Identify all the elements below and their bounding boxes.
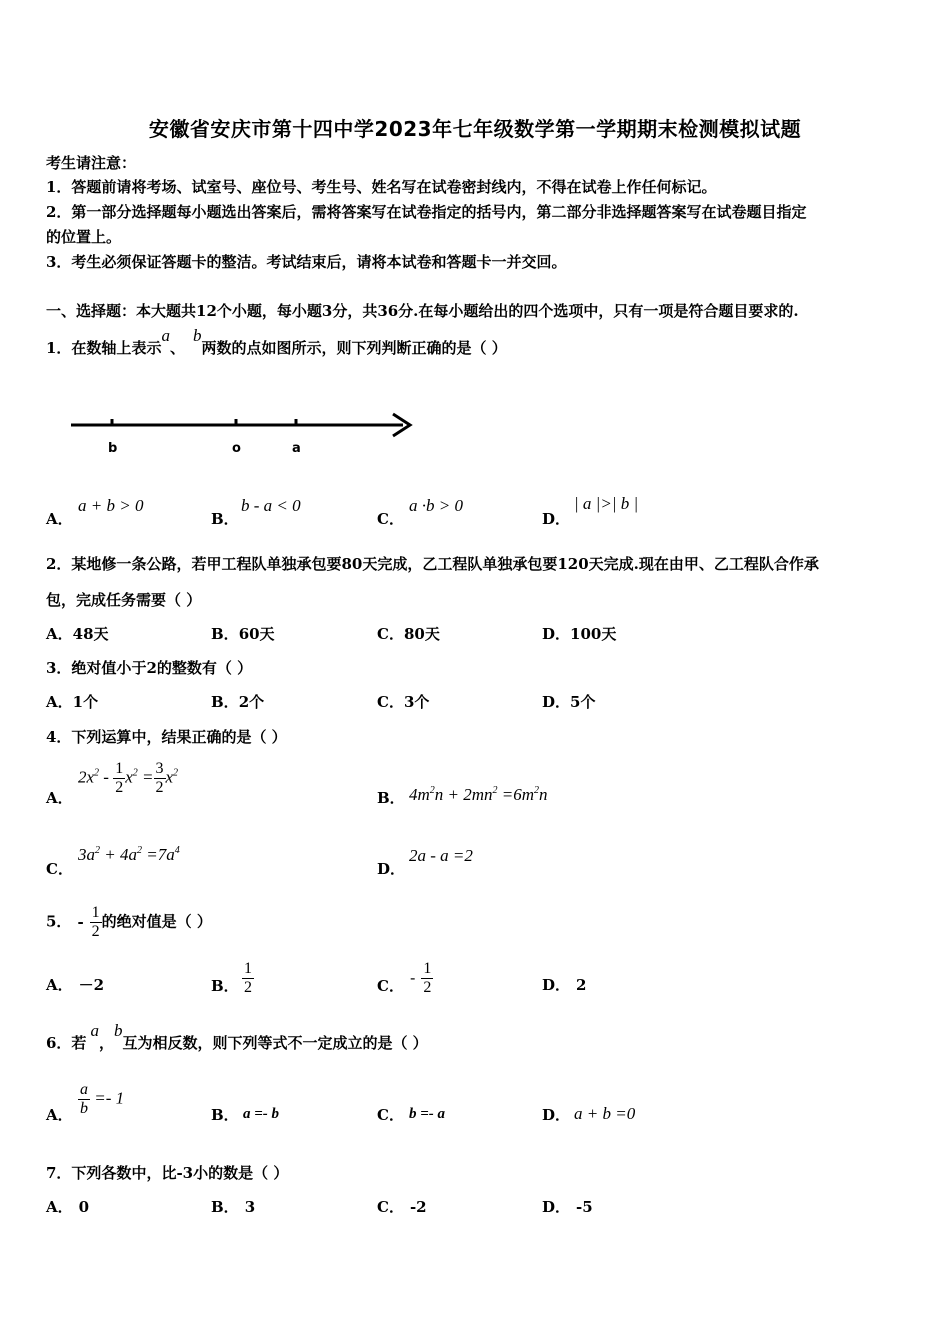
point-label-a: a bbox=[292, 441, 301, 456]
question-5-stem: 5． - $\frac{1}{2}$ 的绝对值是（ ） bbox=[46, 904, 212, 940]
q4-option-b-expr: $4m^2n + 2mn^2 =6m^2n$ bbox=[409, 785, 548, 804]
question-2-line-1: 2．某地修一条公路，若甲工程队单独承包要80天完成，乙工程队单独承包要120天完成.现在由甲、乙工程队合作承 bbox=[46, 555, 819, 573]
q1-option-d-label: D． bbox=[542, 510, 571, 528]
q4-option-c-expr: $3a^2 + 4a^2 =7a^4$ bbox=[78, 845, 180, 864]
question-4-stem: 4．下列运算中，结果正确的是（ ） bbox=[46, 728, 287, 746]
q7-option-a: A． 0 bbox=[46, 1198, 90, 1216]
q1-option-a-label: A． bbox=[46, 510, 73, 528]
question-2-line-2: 包，完成任务需要（ ） bbox=[46, 591, 202, 609]
q7-option-c: C． -2 bbox=[377, 1198, 427, 1216]
q6-option-d-expr: a + b =0 bbox=[574, 1104, 636, 1123]
q4-option-d-expr: 2a - a =2 bbox=[409, 846, 473, 865]
q1-option-c-label: C． bbox=[377, 510, 404, 528]
q3-option-d: D．5个 bbox=[542, 693, 596, 711]
question-3-stem: 3．绝对值小于2的整数有（ ） bbox=[46, 659, 253, 677]
q4-option-d-label: D． bbox=[377, 860, 406, 878]
q3-option-c: C．3个 bbox=[377, 693, 430, 711]
q6-option-a-label: A． bbox=[46, 1106, 73, 1124]
question-1-stem: 1．在数轴上表示a、b两数的点如图所示，则下列判断正确的是（ ） bbox=[46, 326, 507, 357]
q5-option-b-label: B． bbox=[211, 977, 239, 995]
q1-option-c-expr: a ·b > 0 bbox=[409, 496, 463, 515]
q4-option-c-label: C． bbox=[46, 860, 73, 878]
q5-option-c-label: C． bbox=[377, 977, 404, 995]
q3-option-b: B．2个 bbox=[211, 693, 265, 711]
notice-line-2a: 2．第一部分选择题每小题选出答案后，需将答案写在试卷指定的括号内，第二部分非选择题答案写在试卷题目指定 bbox=[46, 203, 807, 221]
q1-option-d-expr: | a |>| b | bbox=[574, 494, 639, 513]
q2-option-c: C．80天 bbox=[377, 625, 440, 643]
q7-option-b: B． 3 bbox=[211, 1198, 256, 1216]
q6-option-b-expr: a =- b bbox=[243, 1106, 280, 1122]
page-title: 安徽省安庆市第十四中学2023年七年级数学第一学期期末检测模拟试题 bbox=[148, 117, 802, 141]
q6-option-c-label: C． bbox=[377, 1106, 404, 1124]
q5-option-a: A． －2 bbox=[46, 976, 105, 994]
notice-line-1: 1．答题前请将考场、试室号、座位号、考生号、姓名写在试卷密封线内，不得在试卷上作任何标记。 bbox=[46, 178, 717, 196]
q6-option-a-expr: $\frac{a}{b}$ =- 1 bbox=[80, 1081, 125, 1117]
question-7-stem: 7．下列各数中，比-3小的数是（ ） bbox=[46, 1164, 289, 1182]
q1-option-a-expr: a + b > 0 bbox=[78, 496, 144, 515]
q5-option-b-expr: $\frac{1}{2}$ bbox=[244, 960, 252, 996]
point-label-b: b bbox=[108, 441, 118, 456]
q6-option-b-label: B． bbox=[211, 1106, 239, 1124]
section-heading: 一、选择题：本大题共12个小题，每小题3分，共36分.在每小题给出的四个选项中，只有一项是符合题目要求的. bbox=[46, 302, 799, 320]
q3-option-a: A．1个 bbox=[46, 693, 99, 711]
q5-option-c-expr: - $\frac{1}{2}$ bbox=[410, 960, 432, 996]
q2-option-d: D．100天 bbox=[542, 625, 617, 643]
q1-option-b-label: B． bbox=[211, 510, 239, 528]
q1-option-b-expr: b - a < 0 bbox=[241, 496, 301, 515]
q7-option-d: D． -5 bbox=[542, 1198, 593, 1216]
q2-option-a: A．48天 bbox=[46, 625, 109, 643]
q4-option-a-expr: $2x^2$ - $\frac{1}{2}$ $x^2$ = $\frac{3}{2}$ $x^2$ bbox=[78, 760, 179, 796]
point-label-o: o bbox=[232, 441, 241, 456]
notice-line-3: 3．考生必须保证答题卡的整洁。考试结束后，请将本试卷和答题卡一并交回。 bbox=[46, 253, 567, 271]
q6-option-c-expr: b =- a bbox=[409, 1106, 446, 1122]
number-line-figure bbox=[65, 405, 425, 465]
q5-option-d: D． 2 bbox=[542, 976, 587, 994]
notice-heading: 考生请注意： bbox=[46, 154, 137, 172]
question-6-stem: 6．若a，b互为相反数，则下列等式不一定成立的是（ ） bbox=[46, 1021, 428, 1052]
q4-option-b-label: B． bbox=[377, 789, 405, 807]
q2-option-b: B．60天 bbox=[211, 625, 275, 643]
q4-option-a-label: A． bbox=[46, 789, 73, 807]
notice-line-2b: 的位置上。 bbox=[46, 228, 122, 246]
q6-option-d-label: D． bbox=[542, 1106, 571, 1124]
